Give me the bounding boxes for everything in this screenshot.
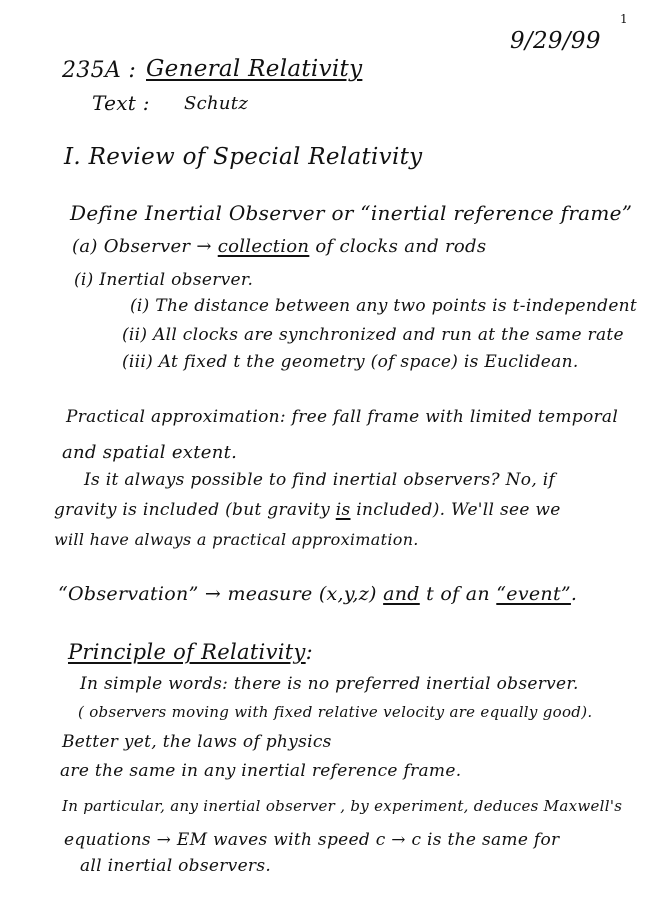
definition-sub-iii: (iii) At fixed t the geometry (of space) is Euclidean. (122, 352, 579, 372)
observation-middle: t of an (419, 583, 497, 605)
item-a-underlined: collection (217, 236, 310, 257)
practical-line-4-prefix: gravity is included (but gravity (54, 500, 336, 520)
principle-line-1: In simple words: there is no preferred inertial observer. (80, 674, 579, 694)
item-a-suffix: of clocks and rods (309, 236, 487, 257)
practical-line-3: Is it always possible to find inertial observers? No, if (84, 470, 556, 490)
observation-and: and (383, 583, 420, 605)
text-author: Schutz (184, 93, 249, 114)
practical-line-4-suffix: included). We'll see we (350, 500, 561, 520)
principle-line-2: ( observers moving with fixed relative velocity are equally good). (78, 703, 593, 721)
observation-line (58, 583, 577, 605)
practical-line-2: and spatial extent. (62, 442, 238, 463)
principle-line-4: are the same in any inertial reference frame. (60, 761, 462, 781)
practical-line-5: will have always a practical approximation. (54, 530, 419, 549)
item-a-prefix: (a) Observer → (72, 236, 218, 257)
definition-heading: Define Inertial Observer or “inertial reference frame” (70, 201, 633, 225)
definition-sub-i: (i) The distance between any two points is t-independent (130, 296, 638, 316)
principle-heading-colon: : (305, 640, 314, 664)
practical-line-4-underlined: is (335, 500, 351, 520)
text-label: Text : (92, 91, 150, 115)
practical-line-1: Practical approximation: free fall frame with limited temporal (66, 407, 619, 427)
course-title: General Relativity (146, 56, 363, 82)
page-number: 1 (620, 12, 628, 26)
definition-item-i: (i) Inertial observer. (74, 270, 254, 290)
principle-heading (68, 640, 313, 664)
principle-line-5: In particular, any inertial observer , by experiment, deduces Maxwell's (62, 797, 623, 815)
definition-sub-ii: (ii) All clocks are synchronized and run at the same rate (122, 325, 624, 345)
observation-prefix: “Observation” → measure (x,y,z) (58, 583, 384, 605)
principle-heading-text: Principle of Relativity (68, 640, 306, 664)
principle-line-6: equations → EM waves with speed c → c is the same for (64, 830, 560, 850)
principle-line-7: all inertial observers. (80, 856, 272, 876)
practical-line-4 (54, 500, 561, 520)
observation-suffix: . (570, 583, 578, 605)
date: 9/29/99 (510, 28, 601, 54)
course-code: 235A : (62, 58, 137, 83)
observation-event: “event” (496, 583, 571, 605)
definition-item-a (72, 236, 486, 257)
principle-line-3: Better yet, the laws of physics (62, 732, 332, 752)
section-title: I. Review of Special Relativity (64, 144, 423, 170)
